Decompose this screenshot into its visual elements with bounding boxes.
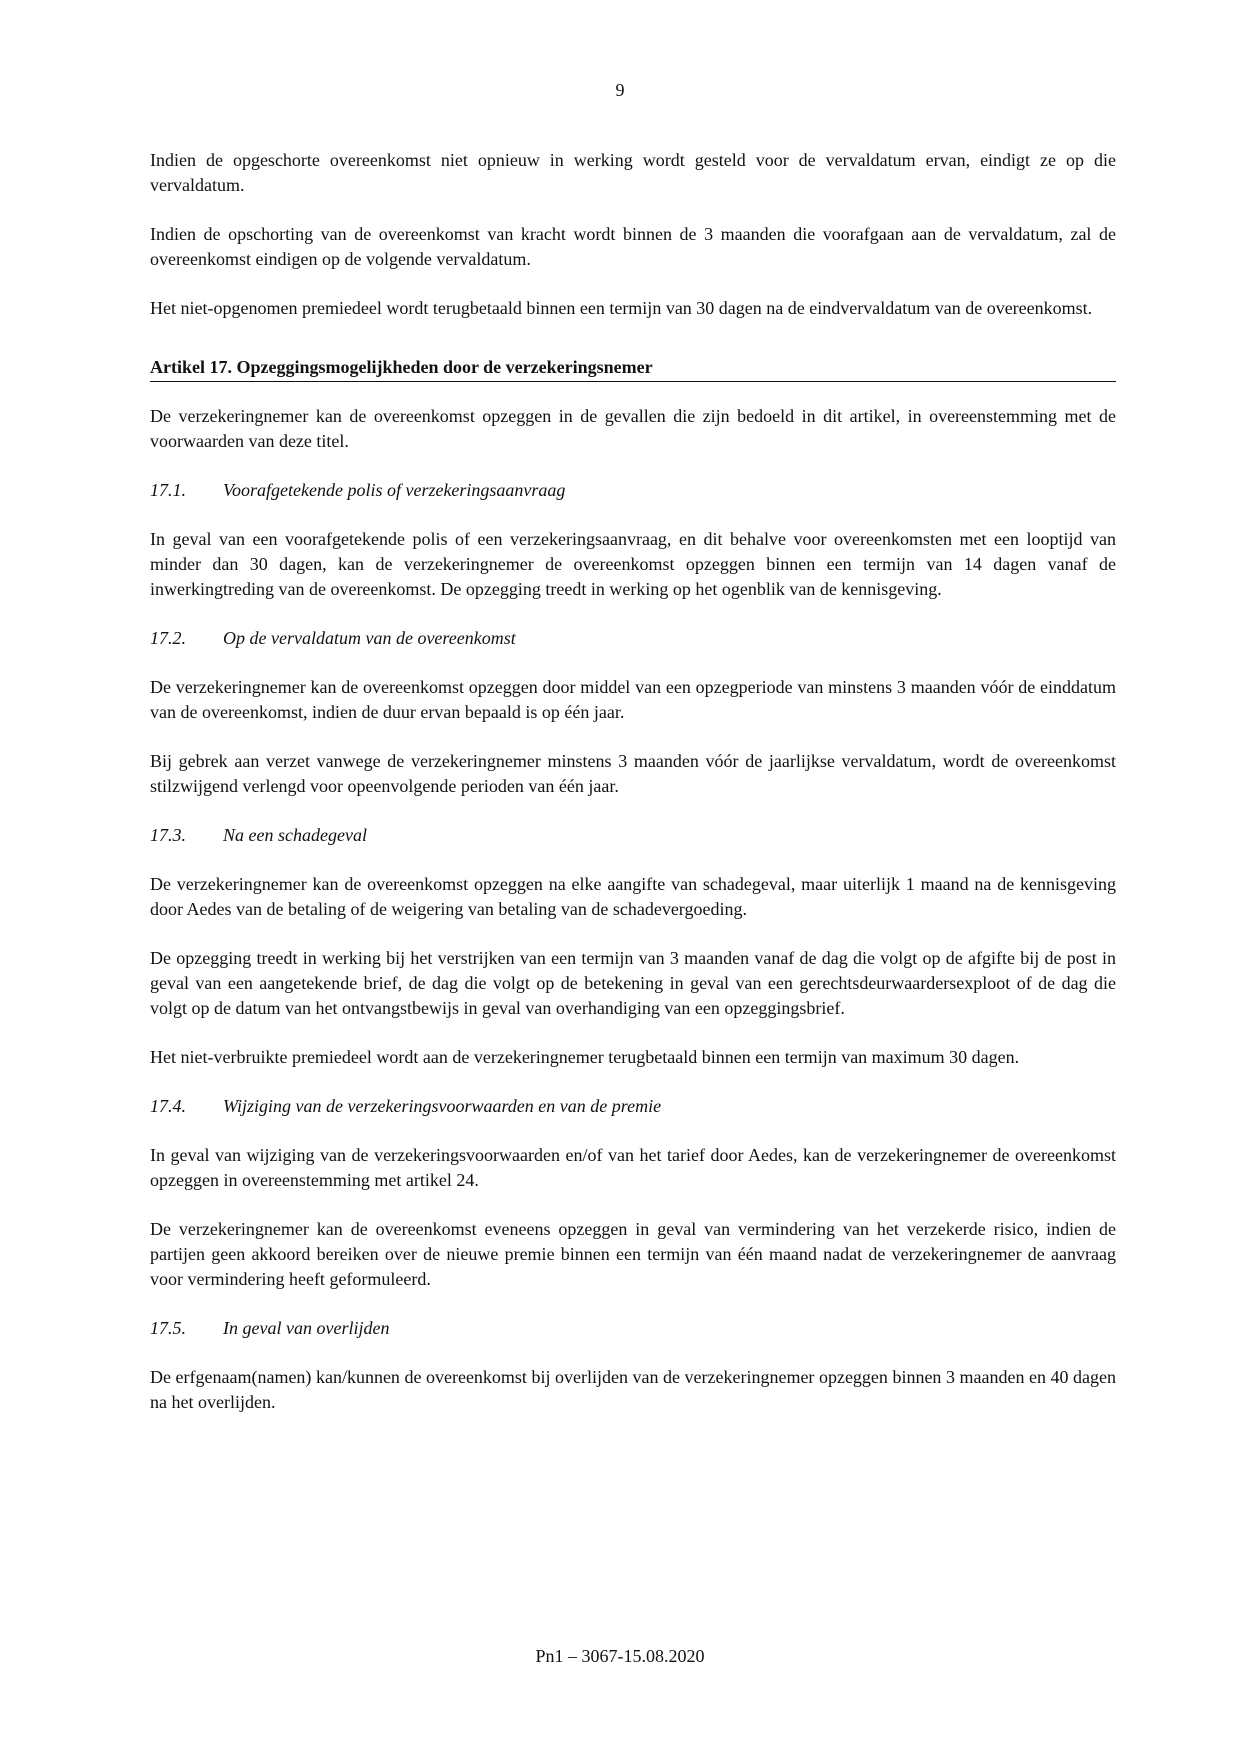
section-heading bbox=[150, 1316, 1116, 1341]
paragraph: De erfgenaam(namen) kan/kunnen de overeenkomst bij overlijden van de verzekeringnemer opzeggen binnen 3 maanden en 40 dagen na het overlijden. bbox=[150, 1367, 1116, 1412]
section-number: 17.4. bbox=[150, 1096, 186, 1116]
page-number: 9 bbox=[615, 80, 625, 100]
article-intro: De verzekeringnemer kan de overeenkomst opzeggen in de gevallen die zijn bedoeld in dit artikel, in overeenstemming met de voorwaarden van deze titel. bbox=[150, 406, 1116, 451]
paragraph: In geval van een voorafgetekende polis of een verzekeringsaanvraag, en dit behalve voor overeenkomsten met een looptijd van minder dan 30 dagen, kan de verzekeringnemer de overeenkomst opzeggen binnen een termijn van 14 dagen vanaf de inwerkingtreding van de overeenkomst. De opzegging treedt in werking op het ogenblik van de kennisgeving. bbox=[150, 529, 1116, 599]
section-heading bbox=[150, 823, 1116, 848]
paragraph: De verzekeringnemer kan de overeenkomst eveneens opzeggen in geval van vermindering van het verzekerde risico, indien de partijen geen akkoord bereiken over de nieuwe premie binnen een termijn van één maand nadat de verzekeringnemer de aanvraag voor vermindering heeft geformuleerd. bbox=[150, 1219, 1116, 1289]
paragraph: Bij gebrek aan verzet vanwege de verzekeringnemer minstens 3 maanden vóór de jaarlijkse vervaldatum, wordt de overeenkomst stilzwijgend verlengd voor opeenvolgende perioden van één jaar. bbox=[150, 751, 1116, 796]
page-footer: Pn1 – 3067-15.08.2020 bbox=[535, 1646, 705, 1666]
paragraph: Het niet-opgenomen premiedeel wordt terugbetaald binnen een termijn van 30 dagen na de eindvervaldatum van de overeenkomst. bbox=[150, 298, 1093, 318]
paragraph: Het niet-verbruikte premiedeel wordt aan de verzekeringnemer terugbetaald binnen een termijn van maximum 30 dagen. bbox=[150, 1047, 1020, 1067]
section-number: 17.3. bbox=[150, 825, 186, 845]
section-title: Na een schadegeval bbox=[223, 825, 367, 845]
paragraph: De verzekeringnemer kan de overeenkomst opzeggen na elke aangifte van schadegeval, maar uiterlijk 1 maand na de kennisgeving door Aedes van de betaling of de weigering van betaling van de schadevergoeding. bbox=[150, 874, 1116, 919]
article-heading: Artikel 17. Opzeggingsmogelijkheden door de verzekeringsnemer bbox=[150, 355, 1116, 382]
section-title: Voorafgetekende polis of verzekeringsaanvraag bbox=[223, 480, 566, 500]
paragraph: Indien de opgeschorte overeenkomst niet opnieuw in werking wordt gesteld voor de vervaldatum ervan, eindigt ze op die vervaldatum. bbox=[150, 150, 1116, 195]
paragraph: De opzegging treedt in werking bij het verstrijken van een termijn van 3 maanden vanaf de dag die volgt op de afgifte bij de post in geval van een aangetekende brief, de dag die volgt op de betekening in geval van een gerechtsdeurwaardersexploot of de dag die volgt op de datum van het ontvangstbewijs in geval van overhandiging van een opzeggingsbrief. bbox=[150, 948, 1116, 1018]
section-heading bbox=[150, 478, 1116, 503]
section-number: 17.2. bbox=[150, 628, 186, 648]
section-heading bbox=[150, 1094, 1116, 1119]
section-number: 17.5. bbox=[150, 1318, 186, 1338]
paragraph: In geval van wijziging van de verzekeringsvoorwaarden en/of van het tarief door Aedes, kan de verzekeringnemer de overeenkomst opzeggen in overeenstemming met artikel 24. bbox=[150, 1145, 1116, 1190]
paragraph: Indien de opschorting van de overeenkomst van kracht wordt binnen de 3 maanden die voorafgaan aan de vervaldatum, zal de overeenkomst eindigen op de volgende vervaldatum. bbox=[150, 224, 1116, 269]
section-title: Op de vervaldatum van de overeenkomst bbox=[223, 628, 516, 648]
document-body bbox=[150, 148, 1116, 1439]
section-number: 17.1. bbox=[150, 480, 186, 500]
section-heading bbox=[150, 626, 1116, 651]
section-title: In geval van overlijden bbox=[223, 1318, 390, 1338]
paragraph: De verzekeringnemer kan de overeenkomst opzeggen door middel van een opzegperiode van minstens 3 maanden vóór de einddatum van de overeenkomst, indien de duur ervan bepaald is op één jaar. bbox=[150, 677, 1116, 722]
section-title: Wijziging van de verzekeringsvoorwaarden en van de premie bbox=[223, 1096, 662, 1116]
